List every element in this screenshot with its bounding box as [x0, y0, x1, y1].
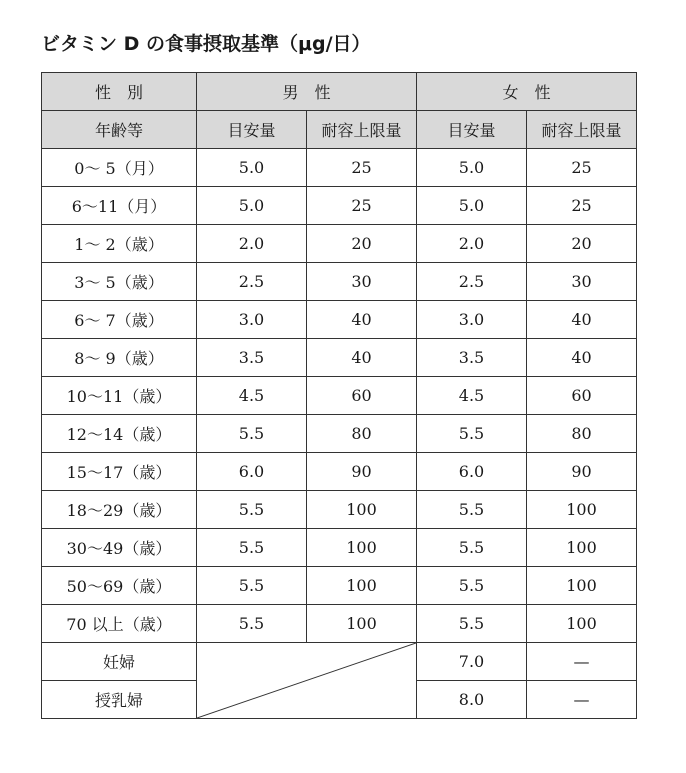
table-row: [42, 263, 637, 301]
male-ai-cell: 5.5: [197, 491, 307, 529]
female-ai-cell: 5.0: [417, 187, 527, 225]
female-ul-cell: —: [527, 643, 637, 681]
female-ai-cell: 5.5: [417, 529, 527, 567]
header-row-measures: [42, 111, 637, 149]
header-male-adequate-intake: 目安量: [197, 111, 307, 149]
male-ai-cell: 5.0: [197, 149, 307, 187]
female-ai-cell: 2.5: [417, 263, 527, 301]
age-cell: 3〜 5（歳）: [42, 263, 197, 301]
female-ul-cell: 20: [527, 225, 637, 263]
male-ul-cell: 60: [307, 377, 417, 415]
male-ai-cell: 4.5: [197, 377, 307, 415]
male-ul-cell: 80: [307, 415, 417, 453]
female-ai-cell: 4.5: [417, 377, 527, 415]
table-row: [42, 377, 637, 415]
header-sex: 性 別: [42, 73, 197, 111]
age-cell: 0〜 5（月）: [42, 149, 197, 187]
male-ul-cell: 100: [307, 491, 417, 529]
female-ai-cell: 5.0: [417, 149, 527, 187]
male-ul-cell: 25: [307, 187, 417, 225]
table-row: [42, 567, 637, 605]
female-ai-cell: 2.0: [417, 225, 527, 263]
male-ul-cell: 90: [307, 453, 417, 491]
age-cell: 妊婦: [42, 643, 197, 681]
header-female-adequate-intake: 目安量: [417, 111, 527, 149]
age-cell: 1〜 2（歳）: [42, 225, 197, 263]
female-ul-cell: 40: [527, 339, 637, 377]
header-male-upper-limit: 耐容上限量: [307, 111, 417, 149]
male-ai-cell: 6.0: [197, 453, 307, 491]
female-ul-cell: 100: [527, 491, 637, 529]
header-row-sex: [42, 73, 637, 111]
diagonal-line: [197, 643, 416, 718]
female-ai-cell: 5.5: [417, 491, 527, 529]
age-cell: 18〜29（歳）: [42, 491, 197, 529]
table-row: [42, 605, 637, 643]
male-ul-cell: 100: [307, 605, 417, 643]
header-male: 男 性: [197, 73, 417, 111]
male-ai-cell: 5.5: [197, 567, 307, 605]
male-ai-cell: 3.5: [197, 339, 307, 377]
table-row: [42, 415, 637, 453]
table-row: [42, 491, 637, 529]
male-ai-cell: 5.5: [197, 605, 307, 643]
female-ai-cell: 6.0: [417, 453, 527, 491]
male-ul-cell: 40: [307, 301, 417, 339]
page-title: ビタミン D の食事摂取基準（μg/日）: [41, 33, 371, 55]
not-applicable-diagonal-cell: [197, 643, 417, 719]
vitamin-d-intake-table: [41, 72, 637, 719]
male-ul-cell: 30: [307, 263, 417, 301]
male-ul-cell: 40: [307, 339, 417, 377]
table-row-pregnant: [42, 643, 637, 681]
table-row: [42, 225, 637, 263]
header-female-upper-limit: 耐容上限量: [527, 111, 637, 149]
female-ai-cell: 3.0: [417, 301, 527, 339]
male-ul-cell: 20: [307, 225, 417, 263]
age-cell: 70 以上（歳）: [42, 605, 197, 643]
age-cell: 15〜17（歳）: [42, 453, 197, 491]
male-ai-cell: 2.0: [197, 225, 307, 263]
male-ai-cell: 5.5: [197, 529, 307, 567]
female-ai-cell: 7.0: [417, 643, 527, 681]
male-ul-cell: 100: [307, 567, 417, 605]
table-row: [42, 301, 637, 339]
female-ul-cell: —: [527, 681, 637, 719]
table-body: [42, 73, 637, 719]
header-female: 女 性: [417, 73, 637, 111]
female-ul-cell: 80: [527, 415, 637, 453]
table-row: [42, 187, 637, 225]
male-ul-cell: 25: [307, 149, 417, 187]
female-ul-cell: 100: [527, 567, 637, 605]
age-cell: 8〜 9（歳）: [42, 339, 197, 377]
female-ai-cell: 5.5: [417, 415, 527, 453]
male-ul-cell: 100: [307, 529, 417, 567]
female-ai-cell: 5.5: [417, 605, 527, 643]
table-row: [42, 453, 637, 491]
table-row: [42, 149, 637, 187]
male-ai-cell: 2.5: [197, 263, 307, 301]
female-ul-cell: 25: [527, 187, 637, 225]
age-cell: 50〜69（歳）: [42, 567, 197, 605]
female-ai-cell: 3.5: [417, 339, 527, 377]
header-age: 年齢等: [42, 111, 197, 149]
male-ai-cell: 5.0: [197, 187, 307, 225]
male-ai-cell: 5.5: [197, 415, 307, 453]
female-ul-cell: 60: [527, 377, 637, 415]
age-cell: 10〜11（歳）: [42, 377, 197, 415]
age-cell: 授乳婦: [42, 681, 197, 719]
female-ul-cell: 25: [527, 149, 637, 187]
table-row: [42, 339, 637, 377]
female-ai-cell: 5.5: [417, 567, 527, 605]
female-ul-cell: 100: [527, 605, 637, 643]
female-ul-cell: 100: [527, 529, 637, 567]
female-ul-cell: 40: [527, 301, 637, 339]
age-cell: 12〜14（歳）: [42, 415, 197, 453]
table-row: [42, 529, 637, 567]
female-ul-cell: 30: [527, 263, 637, 301]
male-ai-cell: 3.0: [197, 301, 307, 339]
age-cell: 30〜49（歳）: [42, 529, 197, 567]
age-cell: 6〜 7（歳）: [42, 301, 197, 339]
age-cell: 6〜11（月）: [42, 187, 197, 225]
female-ul-cell: 90: [527, 453, 637, 491]
female-ai-cell: 8.0: [417, 681, 527, 719]
